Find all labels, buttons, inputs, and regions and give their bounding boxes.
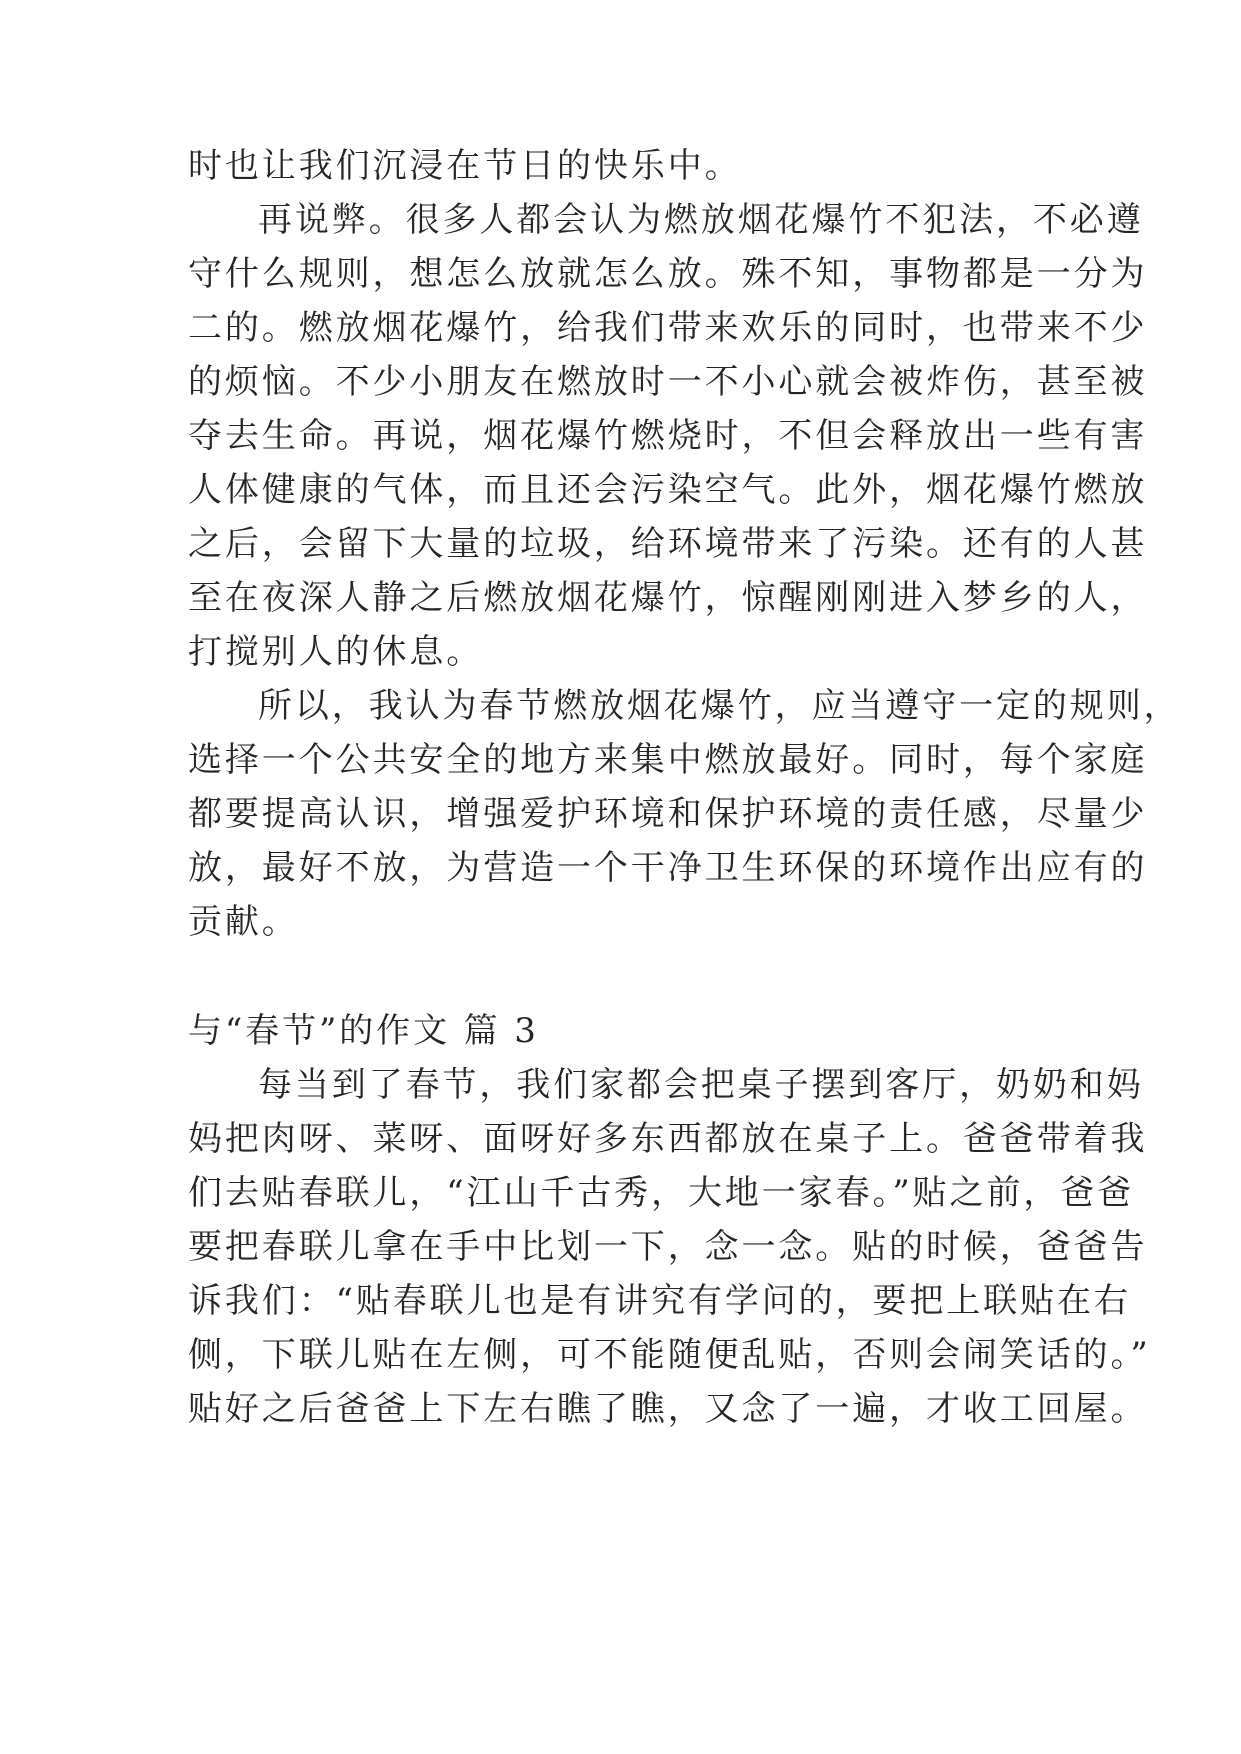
paragraph-line: 之后，会留下大量的垃圾，给环境带来了污染。还有的人甚	[188, 524, 1148, 564]
paragraph-line: 夺去生命。再说，烟花爆竹燃烧时，不但会释放出一些有害	[188, 416, 1148, 456]
paragraph-line: 都要提高认识，增强爱护环境和保护环境的责任感，尽量少	[188, 794, 1148, 834]
paragraph-line: 放，最好不放，为营造一个干净卫生环保的环境作出应有的	[188, 848, 1148, 888]
paragraph-line: 要把春联儿拿在手中比划一下，念一念。贴的时候，爸爸告	[188, 1227, 1148, 1267]
paragraph-line: 贴好之后爸爸上下左右瞧了瞧，又念了一遍，才收工回屋。	[188, 1389, 1148, 1429]
paragraph-line: 打搅别人的休息。	[188, 632, 484, 672]
paragraph-line: 妈把肉呀、菜呀、面呀好多东西都放在桌子上。爸爸带着我	[188, 1119, 1148, 1159]
paragraph-line: 侧，下联儿贴在左侧，可不能随便乱贴，否则会闹笑话的。”	[188, 1335, 1151, 1375]
paragraph-line: 选择一个公共安全的地方来集中燃放最好。同时，每个家庭	[188, 740, 1148, 780]
paragraph-line: 们去贴春联儿，“江山千古秀，大地一家春。”贴之前，爸爸	[188, 1173, 1135, 1213]
paragraph-line: 人体健康的气体，而且还会污染空气。此外，烟花爆竹燃放	[188, 470, 1148, 510]
paragraph-line: 再说弊。很多人都会认为燃放烟花爆竹不犯法，不必遵	[258, 200, 1144, 240]
section-heading: 与“春节”的作文 篇 3	[188, 1011, 539, 1051]
paragraph-line: 每当到了春节，我们家都会把桌子摆到客厅，奶奶和妈	[258, 1065, 1144, 1105]
paragraph-line: 守什么规则，想怎么放就怎么放。殊不知，事物都是一分为	[188, 254, 1148, 294]
paragraph-line: 的烦恼。不少小朋友在燃放时一不小心就会被炸伤，甚至被	[188, 362, 1148, 402]
paragraph-line: 贡献。	[188, 902, 299, 942]
paragraph-line: 诉我们：“贴春联儿也是有讲究有学问的，要把上联贴在右	[188, 1281, 1131, 1321]
paragraph-line: 至在夜深人静之后燃放烟花爆竹，惊醒刚刚进入梦乡的人，	[188, 578, 1148, 618]
paragraph-line: 所以，我认为春节燃放烟花爆竹，应当遵守一定的规则，	[258, 686, 1181, 726]
paragraph-line: 二的。燃放烟花爆竹，给我们带来欢乐的同时，也带来不少	[188, 308, 1148, 348]
paragraph-line: 时也让我们沉浸在节日的快乐中。	[188, 146, 742, 186]
